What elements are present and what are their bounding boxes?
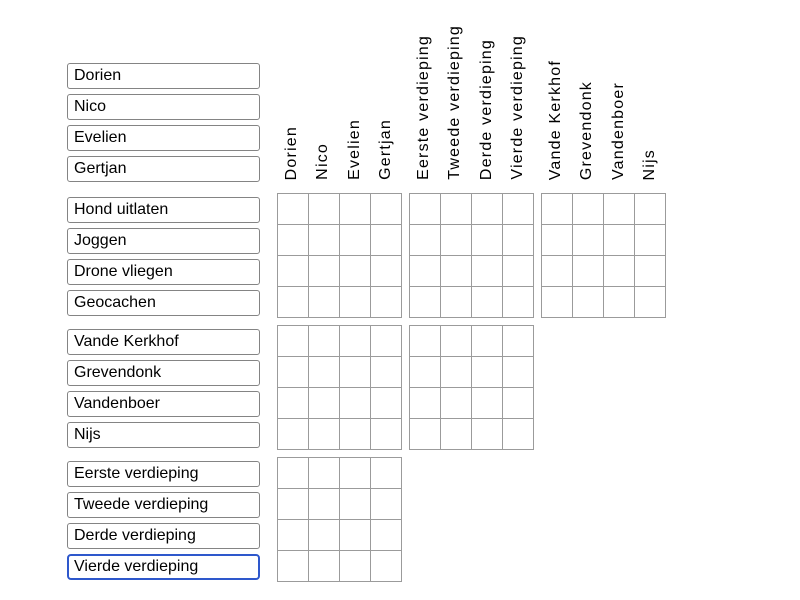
grid-cell[interactable] bbox=[278, 287, 309, 318]
grid-cell[interactable] bbox=[309, 225, 340, 256]
grid-cell[interactable] bbox=[371, 225, 402, 256]
column-header-nijs: Nijs bbox=[640, 148, 658, 180]
header-row bbox=[67, 0, 800, 182]
grid-cell[interactable] bbox=[340, 194, 371, 225]
grid-cell[interactable] bbox=[410, 388, 441, 419]
grid-cell[interactable] bbox=[573, 194, 604, 225]
grid-cell[interactable] bbox=[441, 287, 472, 318]
grid-cell[interactable] bbox=[340, 357, 371, 388]
column-header-nico: Nico bbox=[314, 143, 332, 180]
grid-cell[interactable] bbox=[472, 225, 503, 256]
item-box-hond-uitlaten[interactable]: Hond uitlaten bbox=[67, 197, 260, 223]
grid-cell[interactable] bbox=[340, 520, 371, 551]
grid-cell[interactable] bbox=[340, 489, 371, 520]
row-labels-floors bbox=[67, 457, 260, 582]
row-group-surnames bbox=[67, 325, 800, 450]
grid-cell[interactable] bbox=[472, 388, 503, 419]
grid-cell[interactable] bbox=[503, 357, 534, 388]
item-box-nijs[interactable]: Nijs bbox=[67, 422, 260, 448]
row-group-floors bbox=[67, 457, 800, 582]
item-box-eerste-verdieping[interactable]: Eerste verdieping bbox=[67, 461, 260, 487]
grid-block-activities-surnames bbox=[541, 193, 666, 318]
grid-block-surnames-floors bbox=[409, 325, 534, 450]
grid-cell[interactable] bbox=[340, 256, 371, 287]
grid-cell[interactable] bbox=[309, 520, 340, 551]
grid-cell[interactable] bbox=[410, 357, 441, 388]
grid-cell[interactable] bbox=[309, 326, 340, 357]
grid-cell[interactable] bbox=[573, 225, 604, 256]
grid-cell[interactable] bbox=[340, 225, 371, 256]
grid-cell[interactable] bbox=[441, 419, 472, 450]
item-box-drone-vliegen[interactable]: Drone vliegen bbox=[67, 259, 260, 285]
grid-cell[interactable] bbox=[278, 357, 309, 388]
grid-cell[interactable] bbox=[542, 256, 573, 287]
grid-cell[interactable] bbox=[472, 287, 503, 318]
grid-cell[interactable] bbox=[441, 326, 472, 357]
grid-cell[interactable] bbox=[371, 489, 402, 520]
grid-cell[interactable] bbox=[278, 194, 309, 225]
grid-cell[interactable] bbox=[410, 326, 441, 357]
grid-cell[interactable] bbox=[503, 326, 534, 357]
grid-cell[interactable] bbox=[604, 194, 635, 225]
column-header-dorien: Dorien bbox=[283, 125, 301, 180]
grid-cell[interactable] bbox=[410, 419, 441, 450]
column-header-group-surnames bbox=[541, 60, 666, 182]
row-group-activities bbox=[67, 193, 800, 318]
grid-cell[interactable] bbox=[472, 357, 503, 388]
column-header-vande-kerkhof: Vande Kerkhof bbox=[547, 59, 565, 180]
grid-cell[interactable] bbox=[278, 225, 309, 256]
item-box-tweede-verdieping[interactable]: Tweede verdieping bbox=[67, 492, 260, 518]
grid-cell[interactable] bbox=[503, 256, 534, 287]
grid-cell[interactable] bbox=[542, 287, 573, 318]
grid-cell[interactable] bbox=[503, 194, 534, 225]
grid-cell[interactable] bbox=[309, 194, 340, 225]
grid-cell[interactable] bbox=[371, 551, 402, 582]
grid-cell[interactable] bbox=[635, 225, 666, 256]
grid-cell[interactable] bbox=[278, 256, 309, 287]
grid-cell[interactable] bbox=[604, 225, 635, 256]
column-header-tweede-verdieping: Tweede verdieping bbox=[446, 25, 464, 180]
grid-cell[interactable] bbox=[278, 489, 309, 520]
grid-cell[interactable] bbox=[573, 287, 604, 318]
column-header-vandenboer: Vandenboer bbox=[609, 82, 627, 180]
grid-cell[interactable] bbox=[635, 194, 666, 225]
grid-cell[interactable] bbox=[278, 458, 309, 489]
grid-cell[interactable] bbox=[309, 551, 340, 582]
grid-cell[interactable] bbox=[635, 256, 666, 287]
item-box-dorien[interactable]: Dorien bbox=[67, 63, 260, 89]
column-header-gertjan: Gertjan bbox=[376, 119, 394, 180]
grid-cell[interactable] bbox=[371, 458, 402, 489]
grid-cell[interactable] bbox=[340, 419, 371, 450]
item-box-joggen[interactable]: Joggen bbox=[67, 228, 260, 254]
column-header-eerste-verdieping: Eerste verdieping bbox=[415, 35, 433, 180]
item-box-nico[interactable]: Nico bbox=[67, 94, 260, 120]
grid-cell[interactable] bbox=[340, 388, 371, 419]
item-box-vande-kerkhof[interactable]: Vande Kerkhof bbox=[67, 329, 260, 355]
grid-cell[interactable] bbox=[410, 194, 441, 225]
grid-block-activities-names bbox=[277, 193, 402, 318]
grid-cell[interactable] bbox=[309, 287, 340, 318]
grid-cell[interactable] bbox=[472, 194, 503, 225]
top-left-items bbox=[67, 63, 260, 182]
grid-cell[interactable] bbox=[309, 458, 340, 489]
row-labels-surnames bbox=[67, 325, 260, 450]
grid-cell[interactable] bbox=[635, 287, 666, 318]
grid-cell[interactable] bbox=[309, 388, 340, 419]
column-header-group-floors bbox=[409, 25, 534, 182]
row-labels-activities bbox=[67, 193, 260, 318]
column-header-group-names bbox=[277, 119, 402, 182]
item-box-vandenboer[interactable]: Vandenboer bbox=[67, 391, 260, 417]
grid-cell[interactable] bbox=[441, 194, 472, 225]
grid-cell[interactable] bbox=[371, 357, 402, 388]
grid-cell[interactable] bbox=[604, 256, 635, 287]
item-box-evelien[interactable]: Evelien bbox=[67, 125, 260, 151]
grid-cell[interactable] bbox=[371, 256, 402, 287]
item-box-derde-verdieping[interactable]: Derde verdieping bbox=[67, 523, 260, 549]
grid-cell[interactable] bbox=[278, 551, 309, 582]
grid-cell[interactable] bbox=[309, 419, 340, 450]
grid-cell[interactable] bbox=[410, 256, 441, 287]
grid-cell[interactable] bbox=[410, 287, 441, 318]
grid-cell[interactable] bbox=[441, 256, 472, 287]
grid-cell[interactable] bbox=[309, 256, 340, 287]
grid-cell[interactable] bbox=[371, 287, 402, 318]
grid-cell[interactable] bbox=[503, 388, 534, 419]
grid-cell[interactable] bbox=[278, 520, 309, 551]
grid-cell[interactable] bbox=[309, 489, 340, 520]
grid-cell[interactable] bbox=[371, 326, 402, 357]
grid-cell[interactable] bbox=[278, 326, 309, 357]
grid-cell[interactable] bbox=[573, 256, 604, 287]
grid-cell[interactable] bbox=[542, 194, 573, 225]
grid-cell[interactable] bbox=[542, 225, 573, 256]
grid-cell[interactable] bbox=[340, 551, 371, 582]
grid-cell[interactable] bbox=[340, 287, 371, 318]
item-box-gertjan[interactable]: Gertjan bbox=[67, 156, 260, 182]
item-box-geocachen[interactable]: Geocachen bbox=[67, 290, 260, 316]
grid-cell[interactable] bbox=[441, 225, 472, 256]
column-header-grevendonk: Grevendonk bbox=[578, 80, 596, 180]
grid-cell[interactable] bbox=[309, 357, 340, 388]
grid-cell[interactable] bbox=[278, 419, 309, 450]
grid-cell[interactable] bbox=[340, 326, 371, 357]
grid-cell[interactable] bbox=[441, 388, 472, 419]
column-headers bbox=[277, 25, 666, 182]
grid-cell[interactable] bbox=[441, 357, 472, 388]
grid-block-floors-names bbox=[277, 457, 402, 582]
grid-cell[interactable] bbox=[503, 419, 534, 450]
grid-cell[interactable] bbox=[472, 419, 503, 450]
grid-cell[interactable] bbox=[371, 419, 402, 450]
grid-cell[interactable] bbox=[503, 225, 534, 256]
grid-cell[interactable] bbox=[472, 326, 503, 357]
grid-cell[interactable] bbox=[410, 225, 441, 256]
grid-block-activities-floors bbox=[409, 193, 534, 318]
grid-cell[interactable] bbox=[371, 520, 402, 551]
grid-cell[interactable] bbox=[278, 388, 309, 419]
grid-cell[interactable] bbox=[472, 256, 503, 287]
grid-cell[interactable] bbox=[503, 287, 534, 318]
grid-block-surnames-names bbox=[277, 325, 402, 450]
grid-cell[interactable] bbox=[604, 287, 635, 318]
item-box-grevendonk[interactable]: Grevendonk bbox=[67, 360, 260, 386]
column-header-vierde-verdieping: Vierde verdieping bbox=[508, 35, 526, 180]
item-box-vierde-verdieping[interactable]: Vierde verdieping bbox=[67, 554, 260, 580]
column-header-derde-verdieping: Derde verdieping bbox=[477, 38, 495, 180]
grid-cell[interactable] bbox=[340, 458, 371, 489]
column-header-evelien: Evelien bbox=[345, 119, 363, 180]
grid-cell[interactable] bbox=[371, 388, 402, 419]
grid-cell[interactable] bbox=[371, 194, 402, 225]
